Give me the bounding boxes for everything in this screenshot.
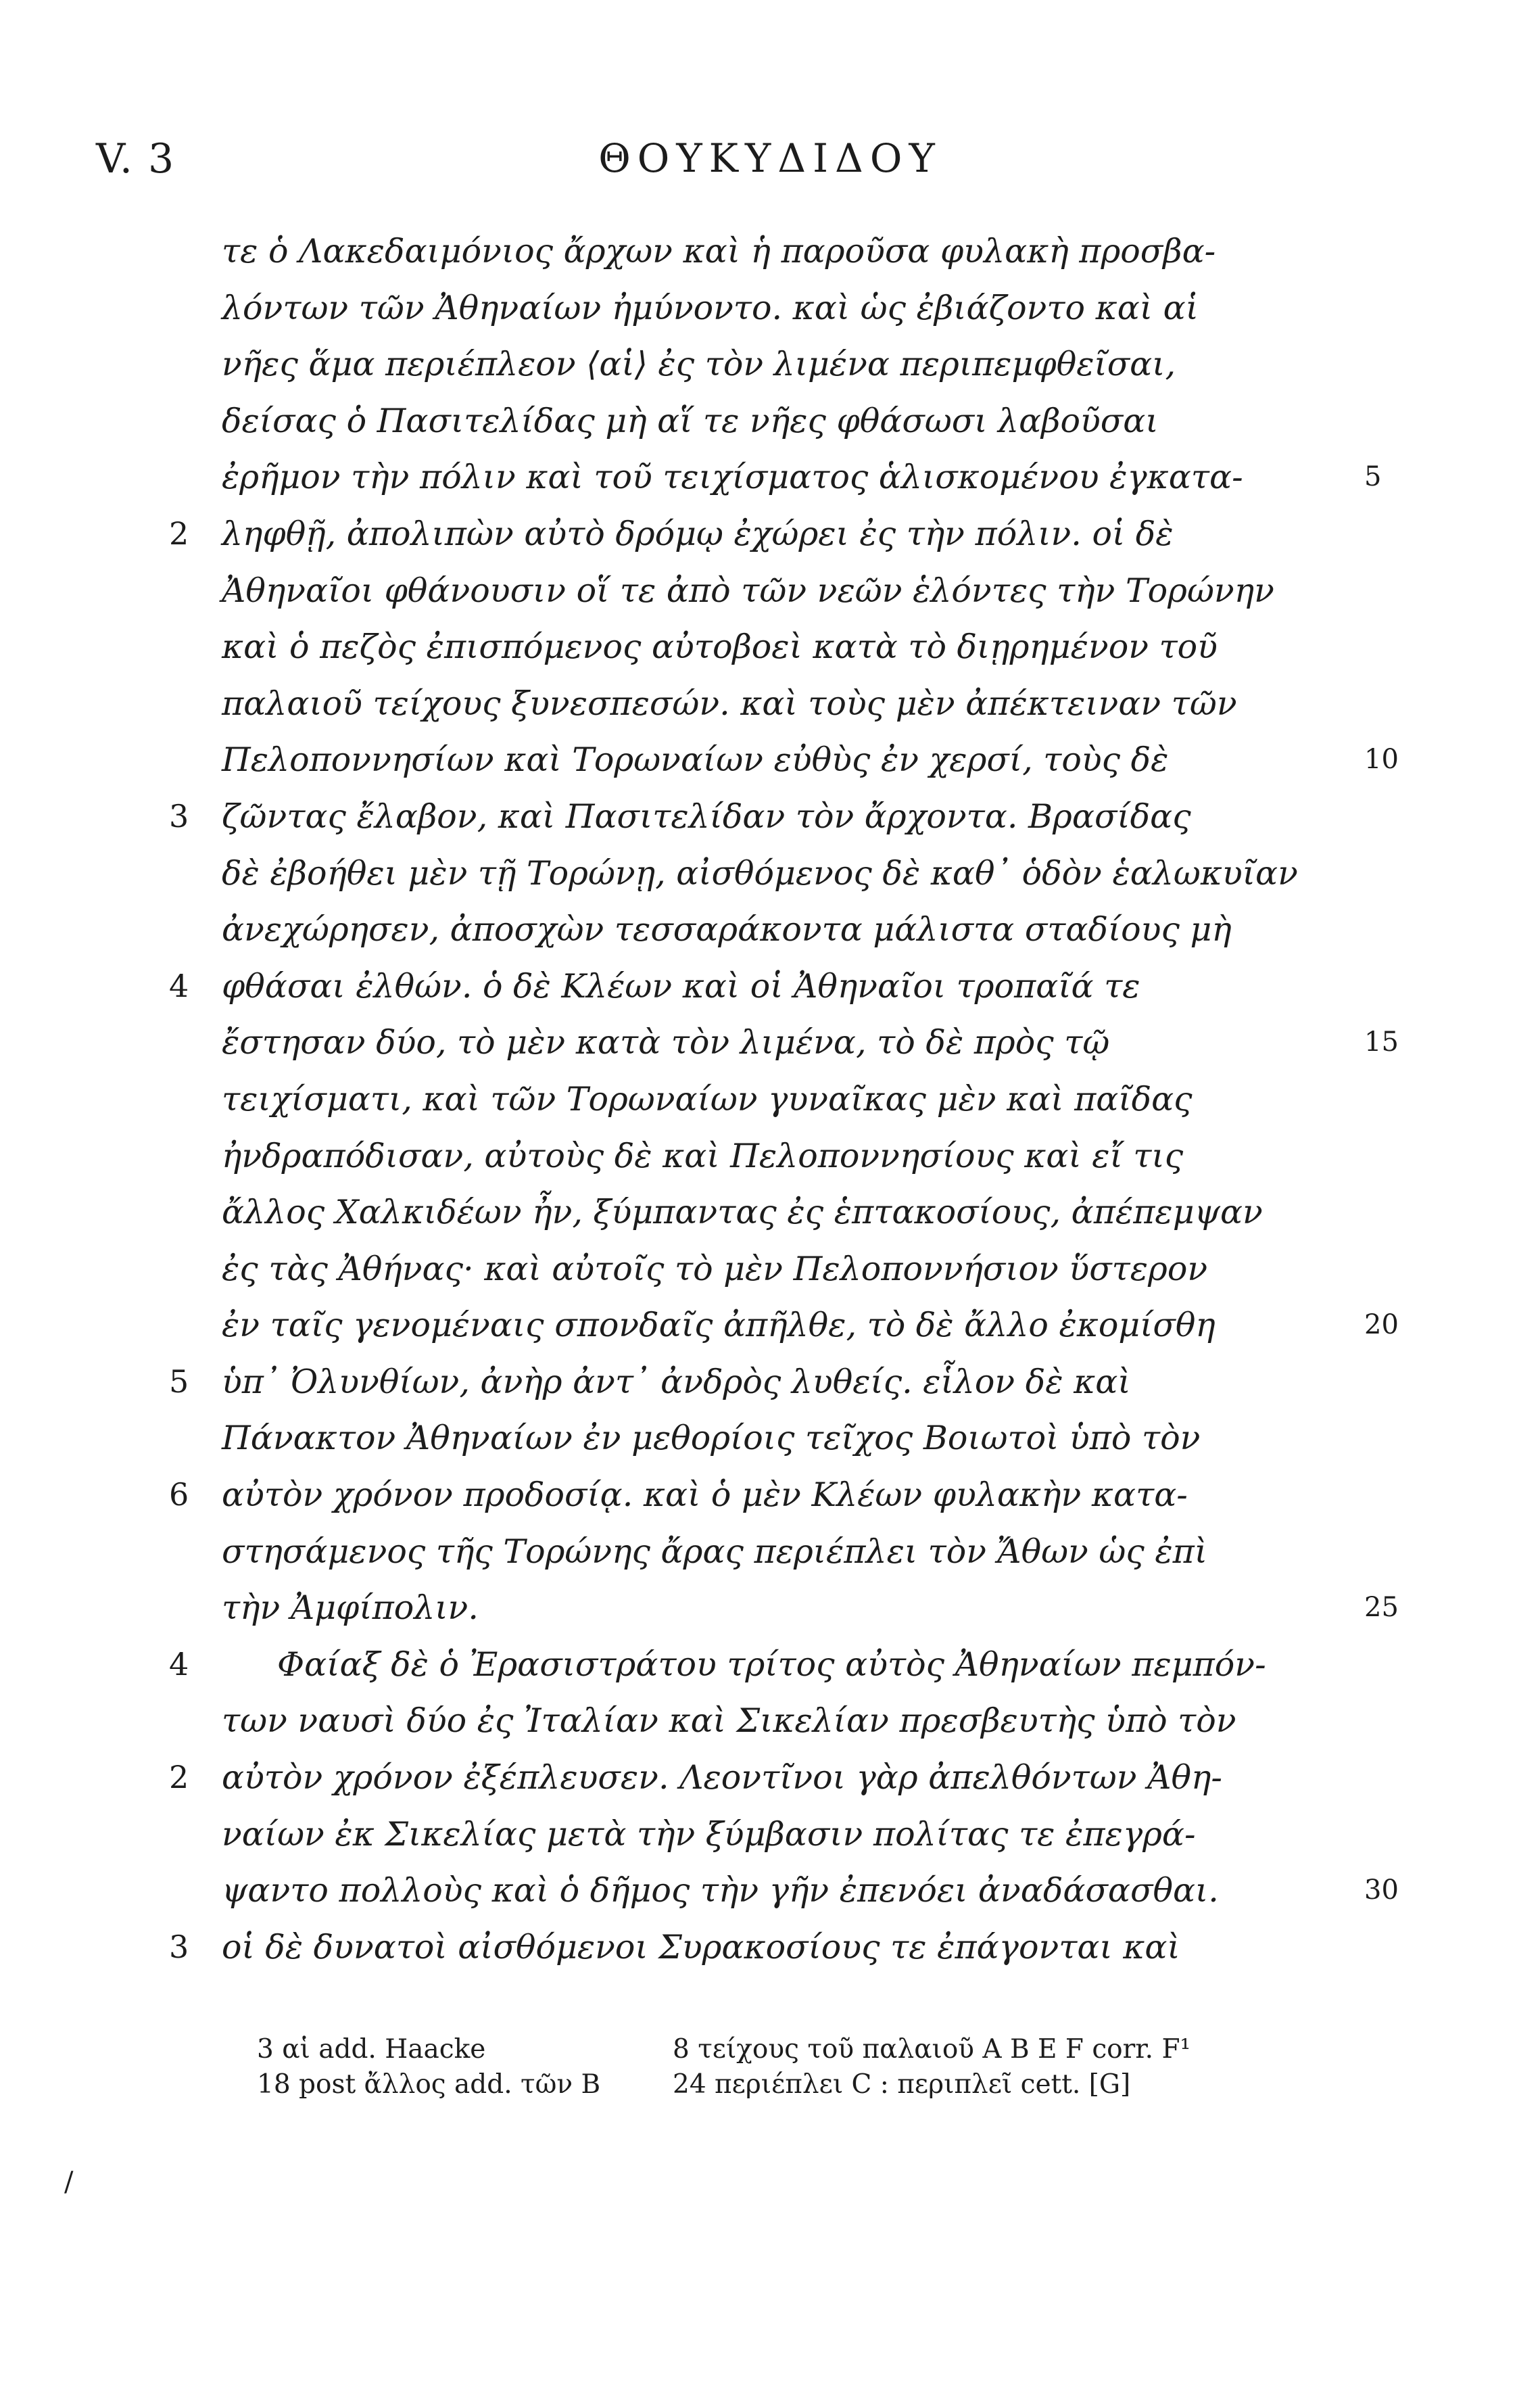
line-text: παλαιοῦ τείχους ξυνεσπεσών. καὶ τοὺς μὲν ἀπέκτειναν τῶν [222, 684, 1237, 723]
chapter-section-number: 3 [169, 1928, 189, 1965]
text-line [0, 393, 1540, 450]
text-line [0, 676, 1540, 732]
line-text: καὶ ὁ πεζὸς ἐπισπόμενος αὐτοβοεὶ κατὰ τὸ διῃρημένον τοῦ [222, 628, 1218, 667]
line-number: 15 [1364, 1027, 1399, 1058]
line-number: 20 [1364, 1309, 1399, 1341]
text-line [0, 1636, 1540, 1693]
text-line [0, 280, 1540, 337]
section-reference: V. 3 [96, 135, 176, 183]
text-line [0, 1410, 1540, 1467]
line-text: τε ὁ Λακεδαιμόνιος ἄρχων καὶ ἡ παροῦσα φυλακὴ προσβα- [222, 232, 1216, 270]
greek-text-body [0, 223, 1540, 1975]
chapter-section-number: 6 [169, 1476, 189, 1513]
footnote: 18 post ἄλλος add. τῶν B [257, 2069, 601, 2100]
line-text: ζῶντας ἔλαβον, καὶ Πασιτελίδαν τὸν ἄρχοντα. Βρασίδας [222, 797, 1191, 836]
line-text: Ἀθηναῖοι φθάνουσιν οἵ τε ἀπὸ τῶν νεῶν ἑλόντες τὴν Τορώνην [222, 571, 1274, 610]
line-text: ναίων ἐκ Σικελίας μετὰ τὴν ξύμβασιν πολίτας τε ἐπεγρά- [222, 1814, 1196, 1854]
line-text: λόντων τῶν Ἀθηναίων ἠμύνοντο. καὶ ὡς ἐβιάζοντο καὶ αἱ [222, 288, 1199, 327]
line-text: ψαντο πολλοὺς καὶ ὁ δῆμος τὴν γῆν ἐπενόει ἀναδάσασθαι. [222, 1871, 1219, 1910]
chapter-section-number: 4 [169, 1645, 189, 1682]
line-text: ἄλλος Χαλκιδέων ἦν, ξύμπαντας ἐς ἑπτακοσίους, ἀπέπεμψαν [222, 1193, 1263, 1232]
line-text: Φαίαξ δὲ ὁ Ἐρασιστράτου τρίτος αὐτὸς Ἀθηναίων πεμπόν- [277, 1645, 1266, 1684]
line-text: δείσας ὁ Πασιτελίδας μὴ αἵ τε νῆες φθάσωσι λαβοῦσαι [222, 401, 1159, 440]
text-line [0, 449, 1540, 506]
line-text: τὴν Ἀμφίπολιν. [222, 1588, 479, 1628]
line-text: δὲ ἐβοήθει μὲν τῇ Τορώνῃ, αἰσθόμενος δὲ καθ᾽ ὁδὸν ἑαλωκυῖαν [222, 853, 1298, 893]
line-text: Πάνακτον Ἀθηναίων ἐν μεθορίοις τεῖχος Βοιωτοὶ ὑπὸ τὸν [222, 1419, 1201, 1458]
text-line [0, 563, 1540, 619]
line-text: ἠνδραπόδισαν, αὐτοὺς δὲ καὶ Πελοποννησίους καὶ εἴ τις [222, 1136, 1184, 1175]
line-text: αὐτὸν χρόνον προδοσίᾳ. καὶ ὁ μὲν Κλέων φυλακὴν κατα- [222, 1476, 1188, 1515]
text-line [0, 1467, 1540, 1524]
text-line [0, 1806, 1540, 1863]
chapter-section-number: 2 [169, 515, 189, 552]
text-line [0, 1580, 1540, 1636]
text-line [0, 1014, 1540, 1071]
footnote: 3 αἱ add. Haacke [257, 2034, 486, 2065]
line-text: αὐτὸν χρόνον ἐξέπλευσεν. Λεοντῖνοι γὰρ ἀπελθόντων Ἀθη- [222, 1758, 1222, 1797]
page-title: ΘΟΥΚΥΔΙΔΟΥ [598, 135, 942, 181]
footnote-row [257, 2032, 1379, 2067]
line-text: ὑπ᾽ Ὀλυνθίων, ἀνὴρ ἀντ᾽ ἀνδρὸς λυθείς. εἷλον δὲ καὶ [222, 1362, 1131, 1401]
stray-mark: / [64, 2167, 74, 2198]
line-text: νῆες ἅμα περιέπλεον ⟨αἱ⟩ ἐς τὸν λιμένα περιπεμφθεῖσαι, [222, 345, 1176, 384]
text-line [0, 1354, 1540, 1411]
chapter-section-number: 5 [169, 1363, 189, 1400]
line-text: Πελοποννησίων καὶ Τορωναίων εὐθὺς ἐν χερσί, τοὺς δὲ [222, 740, 1169, 780]
text-line [0, 1862, 1540, 1919]
line-text: τειχίσματι, καὶ τῶν Τορωναίων γυναῖκας μὲν καὶ παῖδας [222, 1079, 1193, 1118]
text-line [0, 619, 1540, 676]
line-text: ληφθῇ, ἀπολιπὼν αὐτὸ δρόμῳ ἐχώρει ἐς τὴν πόλιν. οἱ δὲ [222, 514, 1174, 553]
line-number: 10 [1364, 744, 1399, 776]
footnote-row [257, 2067, 1379, 2102]
text-line [0, 223, 1540, 280]
text-line [0, 1749, 1540, 1806]
line-text: ἐν ταῖς γενομέναις σπονδαῖς ἀπῆλθε, τὸ δὲ ἄλλο ἐκομίσθη [222, 1306, 1216, 1345]
text-line [0, 1524, 1540, 1580]
text-line [0, 1071, 1540, 1128]
line-text: φθάσαι ἐλθών. ὁ δὲ Κλέων καὶ οἱ Ἀθηναῖοι τροπαῖά τε [222, 966, 1140, 1006]
footnote: 8 τείχους τοῦ παλαιοῦ A B E F corr. F¹ [673, 2034, 1191, 2065]
apparatus-criticus [257, 2032, 1379, 2102]
chapter-section-number: 3 [169, 797, 189, 834]
text-line [0, 506, 1540, 563]
text-line [0, 901, 1540, 958]
text-line [0, 1693, 1540, 1749]
line-number: 25 [1364, 1592, 1399, 1624]
footnote: 24 περιέπλει C : περιπλεῖ cett. [G] [673, 2069, 1131, 2100]
text-line [0, 788, 1540, 845]
line-text: οἱ δὲ δυνατοὶ αἰσθόμενοι Συρακοσίους τε ἐπάγονται καὶ [222, 1927, 1180, 1966]
chapter-section-number: 4 [169, 967, 189, 1004]
line-text: ἀνεχώρησεν, ἀποσχὼν τεσσαράκοντα μάλιστα σταδίους μὴ [222, 910, 1232, 949]
line-text: στησάμενος τῆς Τορώνης ἄρας περιέπλει τὸν Ἄθων ὡς ἐπὶ [222, 1532, 1208, 1571]
text-line [0, 1184, 1540, 1241]
chapter-section-number: 2 [169, 1759, 189, 1796]
line-text: των ναυσὶ δύο ἐς Ἰταλίαν καὶ Σικελίαν πρεσβευτὴς ὑπὸ τὸν [222, 1701, 1236, 1741]
text-line [0, 1241, 1540, 1298]
text-line [0, 1128, 1540, 1185]
text-line [0, 1919, 1540, 1976]
text-line [0, 958, 1540, 1015]
line-number: 30 [1364, 1875, 1399, 1906]
line-number: 5 [1364, 461, 1382, 493]
line-text: ἔστησαν δύο, τὸ μὲν κατὰ τὸν λιμένα, τὸ δὲ πρὸς τῷ [222, 1023, 1110, 1062]
text-line [0, 732, 1540, 788]
line-text: ἐς τὰς Ἀθήνας· καὶ αὐτοῖς τὸ μὲν Πελοποννήσιον ὕστερον [222, 1249, 1208, 1288]
text-line [0, 1297, 1540, 1354]
text-line [0, 336, 1540, 393]
line-text: ἐρῆμον τὴν πόλιν καὶ τοῦ τειχίσματος ἁλισκομένου ἐγκατα- [222, 458, 1243, 497]
text-line [0, 845, 1540, 902]
